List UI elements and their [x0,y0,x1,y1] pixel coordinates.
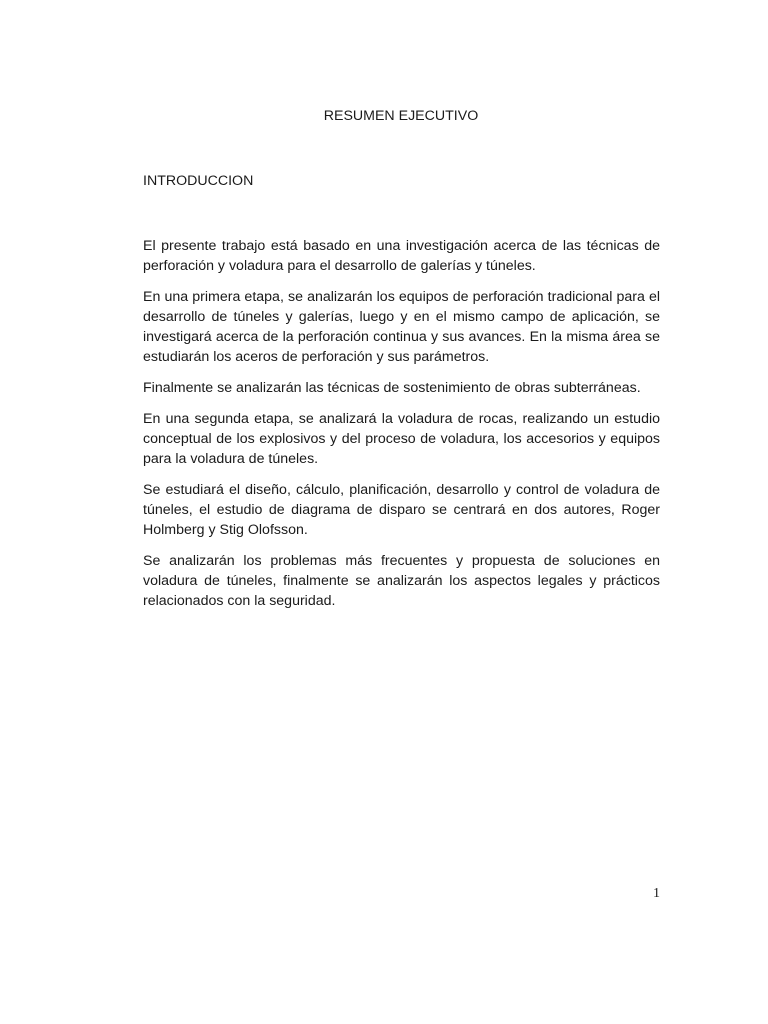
document-title: RESUMEN EJECUTIVO [323,108,479,124]
paragraph: Se analizarán los problemas más frecuentes y propuesta de soluciones en voladura de túneles, finalmente se analizarán los aspectos legales y prácticos relacionados con la seguridad. [143,553,660,609]
paragraph: Finalmente se analizarán las técnicas de sostenimiento de obras subterráneas. [143,380,641,396]
section-heading: INTRODUCCION [143,173,254,189]
document-body [143,236,660,622]
page-number: 1 [653,886,660,901]
paragraph: El presente trabajo está basado en una investigación acerca de las técnicas de perforación y voladura para el desarrollo de galerías y túneles. [143,238,660,274]
paragraph: En una segunda etapa, se analizará la voladura de rocas, realizando un estudio conceptual de los explosivos y del proceso de voladura, los accesorios y equipos para la voladura de túneles. [143,411,660,467]
paragraph: En una primera etapa, se analizarán los equipos de perforación tradicional para el desarrollo de túneles y galerías, luego y en el mismo campo de aplicación, se investigará acerca de la perforación continua y sus avances. En la misma área se estudiarán los aceros de perforación y sus parámetros. [143,289,660,365]
paragraph: Se estudiará el diseño, cálculo, planificación, desarrollo y control de voladura de túneles, el estudio de diagrama de disparo se centrará en dos autores, Roger Holmberg y Stig Olofsson. [143,482,660,538]
